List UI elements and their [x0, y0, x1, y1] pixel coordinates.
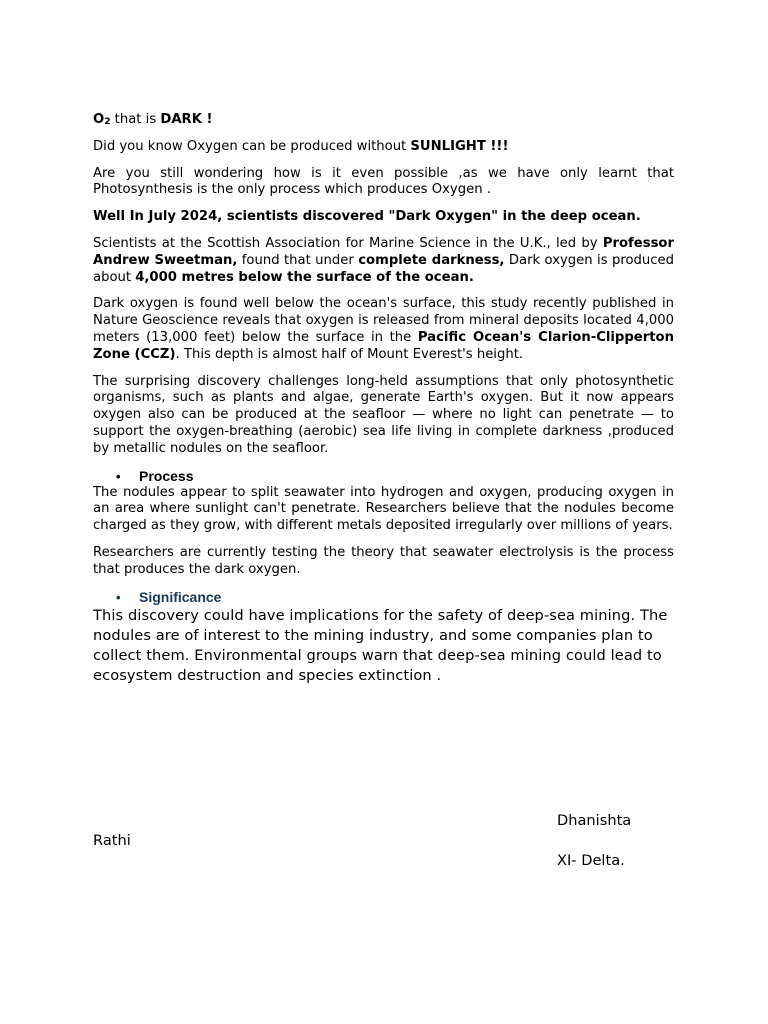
author-first-name: Dhanishta	[557, 812, 632, 829]
paragraph-process: The nodules appear to split seawater into hydrogen and oxygen, producing oxygen in an area where sunlight can't penetrate. Researchers believe that the nodules become charged as they grow, with different metals deposited irregularly over millions of years.	[93, 484, 674, 534]
author-last-name: Rathi	[93, 832, 131, 849]
significance-heading-list	[93, 589, 674, 606]
paragraph-electrolysis: Researchers are currently testing the theory that seawater electrolysis is the process that produces the dark oxygen.	[93, 544, 674, 577]
bullet-icon: •	[116, 468, 121, 484]
document-body	[93, 112, 674, 686]
paragraph-discovery: Well In July 2024, scientists discovered "Dark Oxygen" in the deep ocean.	[93, 209, 641, 225]
heading-significance: • Significance	[116, 588, 222, 605]
paragraph-location: Dark oxygen is found well below the ocean's surface, this study recently published in Nature Geoscience reveals that oxygen is released from mineral deposits located 4,000 meters (13,000 feet) below the surface in the Pacific Ocean's Clarion-Clipperton Zone (CCZ). This depth is almost half of Mount Everest's height.	[93, 296, 675, 362]
paragraph-significance: This discovery could have implications for the safety of deep-sea mining. The nodules are of interest to the mining industry, and some companies plan to collect them. Environmental groups warn that deep-sea mining could lead to ecosystem destruction and species extinction .	[93, 606, 668, 685]
document-title: $O_2$ that is DARK !	[93, 112, 213, 127]
paragraph-scientists: Scientists at the Scottish Association for Marine Science in the U.K., led by Professor Andrew Sweetman, found that under complete darkness, Dark oxygen is produced about 4,000 metres below the surface of the ocean.	[93, 235, 675, 285]
heading-process: • Process	[116, 467, 194, 484]
author-class: XI- Delta.	[557, 852, 625, 869]
intro-question: Did you know Oxygen can be produced without SUNLIGHT !!!	[93, 138, 509, 154]
paragraph-photosynthesis: Are you still wondering how is it even possible ,as we have only learnt that Photosynthesis is the only process which produces Oxygen .	[93, 165, 674, 198]
paragraph-surprising-discovery: The surprising discovery challenges long-held assumptions that only photosynthetic organisms, such as plants and algae, generate Earth's oxygen. But it now appears oxygen also can be produced at the seafloor — where no light can penetrate — to support the oxygen-breathing (aerobic) sea life living in complete darkness ,produced by metallic nodules on the seafloor.	[93, 373, 674, 456]
o2-symbol: $O_2$	[93, 112, 111, 127]
process-heading-list	[93, 468, 674, 485]
bullet-icon: •	[116, 589, 121, 605]
